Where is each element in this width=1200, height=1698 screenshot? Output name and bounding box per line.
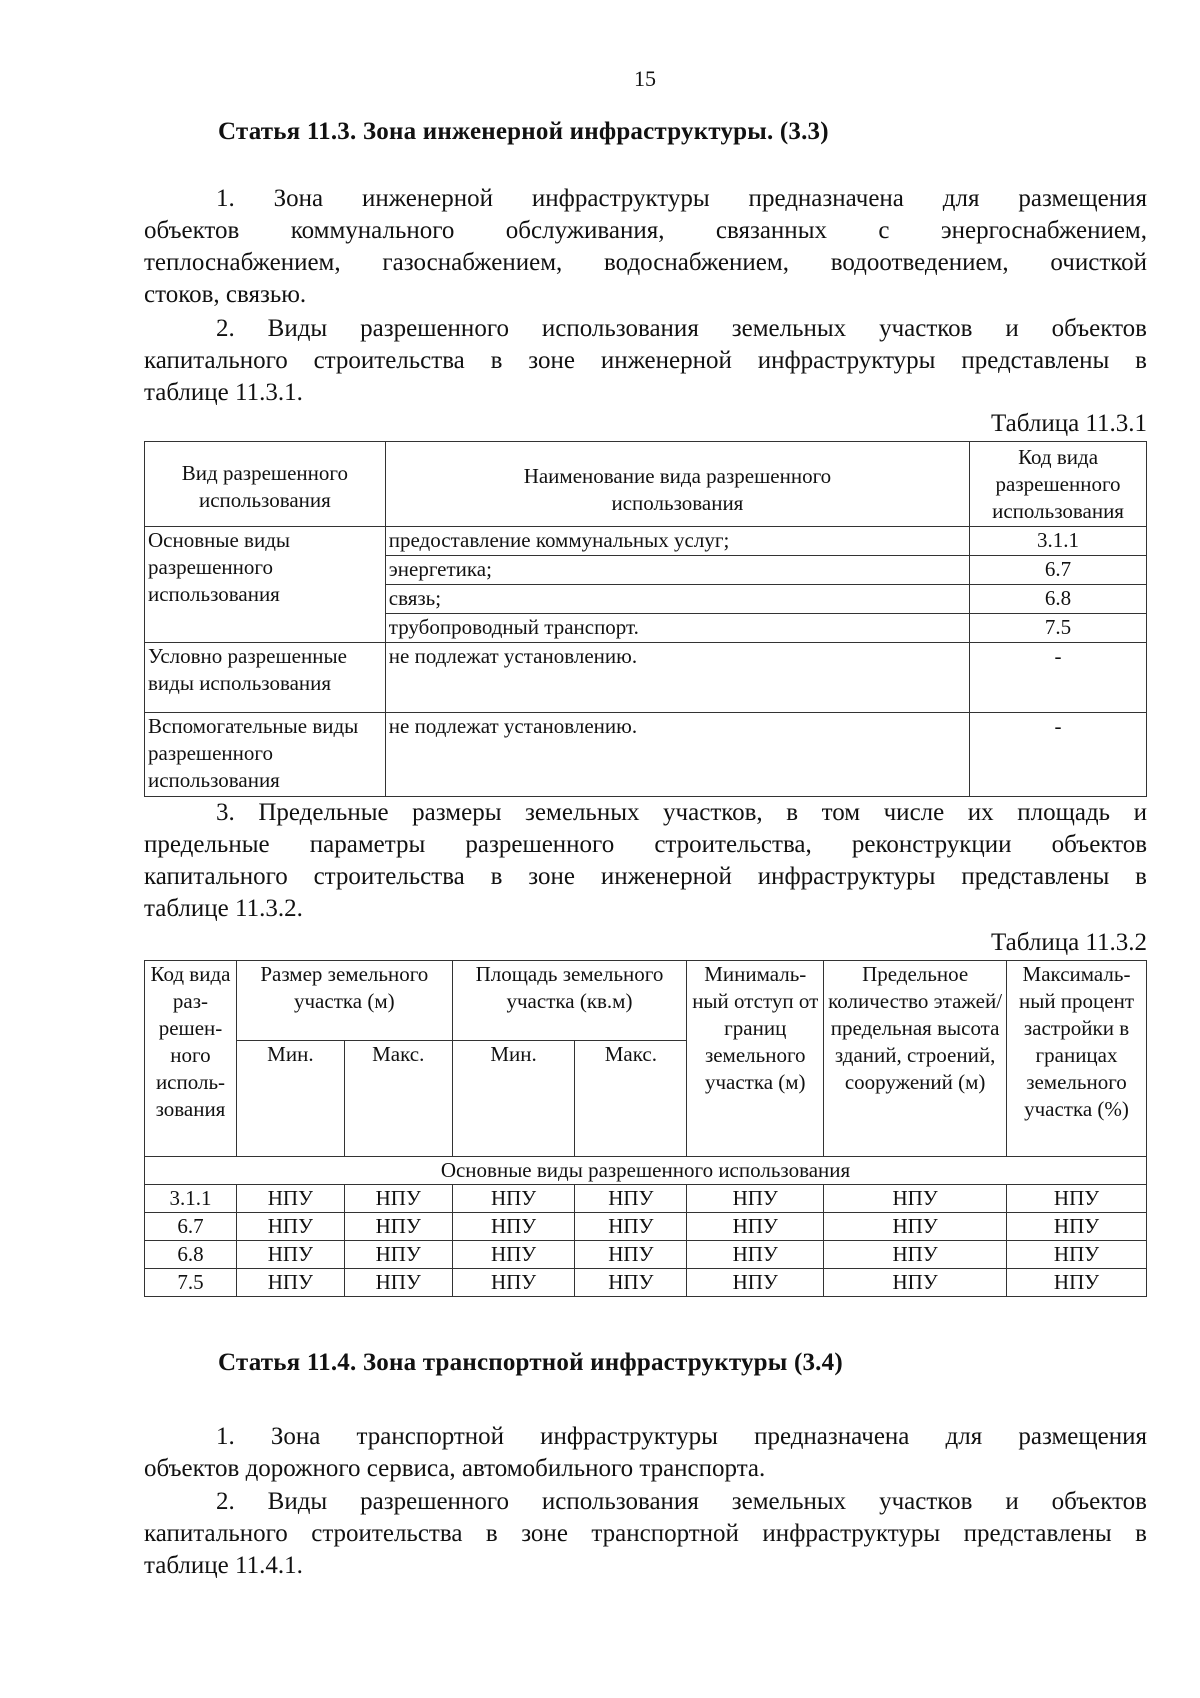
header-max-floors: Предельное количество этажей/ предельная высота зданий, строений, сооружений (м)	[824, 961, 1007, 1157]
section-11-4-paragraph-2	[144, 1486, 1147, 1582]
code-cell: 6.7	[145, 1213, 237, 1241]
value-cell: НПУ	[452, 1269, 575, 1297]
conditional-usage-label: Условно разрешенные виды использования	[145, 643, 386, 713]
paragraph-line: капитального строительства в зоне инженерной инфраструктуры представлены в	[144, 347, 1147, 374]
value-cell: НПУ	[344, 1213, 452, 1241]
usage-code-cell: 7.5	[970, 614, 1147, 643]
usage-code-cell: 6.8	[970, 585, 1147, 614]
usage-code-cell: 3.1.1	[970, 527, 1147, 556]
paragraph-line: таблице 11.3.2.	[144, 895, 303, 922]
conditional-usage-name: не подлежат установлению.	[385, 643, 969, 713]
header-min-setback: Минималь- ный отступ от границ земельного участка (м)	[687, 961, 824, 1157]
auxiliary-usage-code: -	[970, 713, 1147, 797]
section-11-3-heading: Статья 11.3. Зона инженерной инфраструктуры. (3.3)	[218, 118, 829, 145]
header-usage-name: Наименование вида разрешенного использования	[385, 442, 969, 527]
header-usage-code: Код вида разрешенного использования	[970, 442, 1147, 527]
table-row	[145, 1213, 1147, 1241]
code-cell: 3.1.1	[145, 1185, 237, 1213]
table-header-row	[145, 442, 1147, 527]
table-11-3-1	[144, 441, 1147, 797]
usage-name-cell: трубопроводный транспорт.	[385, 614, 969, 643]
usage-code-cell: 6.7	[970, 556, 1147, 585]
header-size-max: Макс.	[344, 1041, 452, 1157]
usage-name-cell: энергетика;	[385, 556, 969, 585]
auxiliary-usage-label: Вспомогательные виды разрешенного использования	[145, 713, 386, 797]
value-cell: НПУ	[575, 1241, 687, 1269]
value-cell: НПУ	[344, 1185, 452, 1213]
value-cell: НПУ	[824, 1213, 1007, 1241]
value-cell: НПУ	[236, 1269, 344, 1297]
value-cell: НПУ	[1007, 1241, 1147, 1269]
paragraph-line: 1. Зона инженерной инфраструктуры предназначена для размещения	[216, 185, 1147, 212]
page-number: 15	[634, 66, 656, 91]
section-11-3-paragraph-1	[144, 183, 1147, 311]
table-row	[145, 527, 1147, 556]
paragraph-line: 2. Виды разрешенного использования земельных участков и объектов	[216, 315, 1147, 342]
paragraph-line: капитального строительства в зоне транспортной инфраструктуры представлены в	[144, 1520, 1147, 1547]
header-land-area: Площадь земельного участка (кв.м)	[452, 961, 687, 1041]
code-cell: 6.8	[145, 1241, 237, 1269]
table-11-3-2-caption: Таблица 11.3.2	[991, 929, 1147, 956]
paragraph-line: предельные параметры разрешенного строительства, реконструкции объектов	[144, 831, 1147, 858]
paragraph-line: 1. Зона транспортной инфраструктуры предназначена для размещения	[216, 1423, 1147, 1450]
header-size-min: Мин.	[236, 1041, 344, 1157]
section-11-3-paragraph-2	[144, 313, 1147, 409]
header-area-max: Макс.	[575, 1041, 687, 1157]
value-cell: НПУ	[236, 1213, 344, 1241]
paragraph-line: таблице 11.4.1.	[144, 1552, 303, 1579]
paragraph-line: теплоснабжением, газоснабжением, водоснабжением, водоотведением, очисткой	[144, 249, 1147, 276]
value-cell: НПУ	[575, 1269, 687, 1297]
header-code: Код вида раз- решен- ного исполь- зования	[145, 961, 237, 1157]
section-11-4-heading: Статья 11.4. Зона транспортной инфраструктуры (3.4)	[218, 1349, 843, 1376]
table-group-row	[145, 1157, 1147, 1185]
group-label: Основные виды разрешенного использования	[145, 1157, 1147, 1185]
value-cell: НПУ	[575, 1213, 687, 1241]
header-land-size: Размер земельного участка (м)	[236, 961, 452, 1041]
value-cell: НПУ	[687, 1213, 824, 1241]
value-cell: НПУ	[824, 1185, 1007, 1213]
table-11-3-2	[144, 960, 1147, 1297]
value-cell: НПУ	[575, 1185, 687, 1213]
value-cell: НПУ	[452, 1213, 575, 1241]
main-usage-label: Основные виды разрешенного использования	[145, 527, 386, 643]
paragraph-line: капитального строительства в зоне инженерной инфраструктуры представлены в	[144, 863, 1147, 890]
table-row	[145, 1241, 1147, 1269]
value-cell: НПУ	[344, 1269, 452, 1297]
paragraph-line: 2. Виды разрешенного использования земельных участков и объектов	[216, 1488, 1147, 1515]
table-header-row	[145, 961, 1147, 1041]
table-row	[145, 713, 1147, 797]
table-11-3-1-caption: Таблица 11.3.1	[991, 410, 1147, 437]
value-cell: НПУ	[236, 1185, 344, 1213]
table-row	[145, 1269, 1147, 1297]
conditional-usage-code: -	[970, 643, 1147, 713]
paragraph-line: таблице 11.3.1.	[144, 379, 303, 406]
table-row	[145, 643, 1147, 713]
code-cell: 7.5	[145, 1269, 237, 1297]
usage-name-cell: предоставление коммунальных услуг;	[385, 527, 969, 556]
paragraph-line: 3. Предельные размеры земельных участков, в том числе их площадь и	[216, 799, 1147, 826]
header-area-min: Мин.	[452, 1041, 575, 1157]
value-cell: НПУ	[824, 1241, 1007, 1269]
value-cell: НПУ	[687, 1241, 824, 1269]
header-max-percent: Максималь- ный процент застройки в границах земельного участка (%)	[1007, 961, 1147, 1157]
value-cell: НПУ	[452, 1185, 575, 1213]
paragraph-line: стоков, связью.	[144, 281, 307, 308]
auxiliary-usage-name: не подлежат установлению.	[385, 713, 969, 797]
usage-name-cell: связь;	[385, 585, 969, 614]
value-cell: НПУ	[1007, 1213, 1147, 1241]
value-cell: НПУ	[687, 1185, 824, 1213]
paragraph-line: объектов коммунального обслуживания, связанных с энергоснабжением,	[144, 217, 1147, 244]
table-row	[145, 1185, 1147, 1213]
section-11-3-paragraph-3	[144, 797, 1147, 925]
header-usage-type: Вид разрешенного использования	[145, 442, 386, 527]
section-11-4-paragraph-1	[144, 1421, 1147, 1485]
value-cell: НПУ	[452, 1241, 575, 1269]
value-cell: НПУ	[824, 1269, 1007, 1297]
paragraph-line: объектов дорожного сервиса, автомобильного транспорта.	[144, 1455, 766, 1482]
value-cell: НПУ	[236, 1241, 344, 1269]
value-cell: НПУ	[344, 1241, 452, 1269]
value-cell: НПУ	[687, 1269, 824, 1297]
value-cell: НПУ	[1007, 1269, 1147, 1297]
value-cell: НПУ	[1007, 1185, 1147, 1213]
